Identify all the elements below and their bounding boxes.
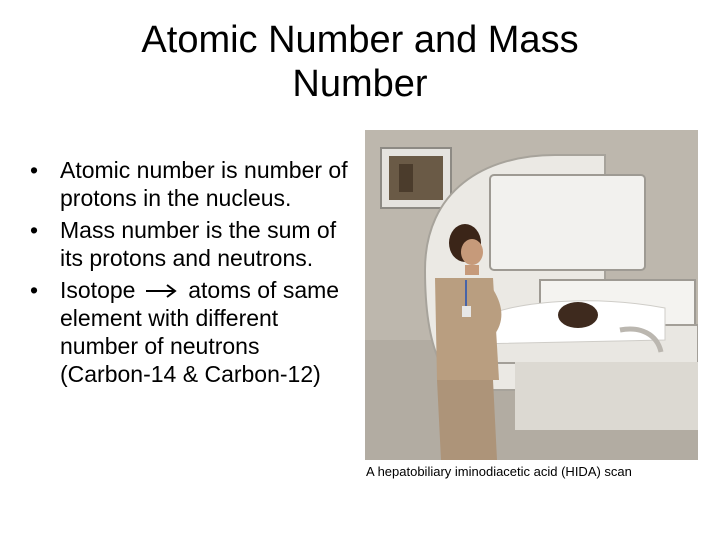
right-arrow-icon [142,283,182,299]
image-caption: A hepatobiliary iminodiacetic acid (HIDA) scan [366,464,632,479]
hida-scan-illustration [365,130,698,460]
slide-title-line-2: Number [292,63,428,105]
bullet-dot: • [30,157,39,183]
bullet-text: Mass number is the sum of its protons and neutrons. [60,217,337,271]
bullet-list [30,156,350,392]
bullet-dot: • [30,277,39,303]
bullet-item-isotope [30,276,350,388]
slide-title [60,18,660,106]
hida-scan-photo [365,130,698,460]
bullet-item-mass-number [30,216,350,272]
bullet-text: Atomic number is number of protons in the nucleus. [60,157,348,211]
bullet-text-isotope-definition: atoms of same element with different number of neutrons (Carbon-14 & Carbon-12) [60,277,340,387]
bullet-dot: • [30,217,39,243]
slide-title-line-1: Atomic Number and Mass [141,19,579,61]
bullet-text-isotope: Isotope [60,277,136,303]
bullet-item-atomic-number [30,156,350,212]
